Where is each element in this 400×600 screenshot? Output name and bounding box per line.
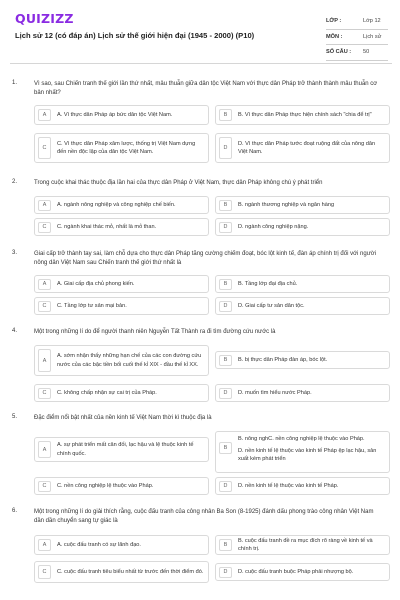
option-text: D. ngành công nghiệp nặng. [238, 223, 309, 230]
option-text: B. Vì thực dân Pháp thực hiện chính sách "chia để trị" [238, 111, 372, 118]
option-a[interactable] [34, 535, 209, 555]
option-text: D. Giai cấp tư sản dân tộc. [238, 302, 305, 309]
option-letter: A [38, 109, 51, 121]
option-letter: B [219, 200, 232, 211]
option-letter: B [219, 442, 232, 454]
option-c[interactable] [34, 133, 209, 163]
option-c[interactable] [34, 561, 209, 583]
meta-row-subject [326, 30, 388, 46]
option-d[interactable] [215, 297, 390, 315]
option-letter: D [219, 301, 232, 312]
option-a[interactable] [34, 196, 209, 214]
question-text: Một trong những lí do để người thanh niên Nguyễn Tất Thành ra đi tìm đường cứu nước là [34, 329, 276, 335]
option-text-line: B. nông nghC. nền công nghiệp lệ thuộc vào Pháp. [238, 436, 365, 442]
option-text: A. sự phát triển mất cân đối, lạc hậu và lệ thuộc kinh tế chính quốc. [57, 442, 194, 457]
option-text: C. Tầng lớp tư sản mại bản. [57, 302, 127, 309]
question-text: Một trong những lí do giải thích rằng, cuộc đấu tranh của công nhân Ba Son (8-1925) đánh dấu phong trào công nhân Việt Nam dần dần chuyển sang tự giác là [34, 509, 374, 525]
option-letter: C [38, 481, 51, 492]
option-text: C. ngành khai thác mỏ, nhất là mỏ than. [57, 223, 157, 230]
question-text: Đặc điểm nổi bật nhất của nền kinh tế Việt Nam thời kì thuộc địa là [34, 415, 212, 421]
option-letter: C [38, 222, 51, 233]
option-c[interactable] [34, 218, 209, 236]
meta-row-class [326, 14, 388, 30]
question-text: Giai cấp trở thành tay sai, làm chỗ dựa cho thực dân Pháp tăng cường chiếm đoạt, bóc lột kinh tế, đàn áp chính trị đối với người nông dân Việt Nam sau Chiến tranh thế giới thứ nhất là [34, 251, 376, 267]
option-a[interactable] [34, 345, 209, 376]
option-b[interactable] [215, 105, 390, 125]
meta-label: MÔN : [326, 33, 343, 40]
option-letter: B [219, 539, 232, 551]
option-b[interactable] [215, 535, 390, 555]
option-text: C. nền công nghiệp lệ thuộc vào Pháp. [57, 482, 154, 489]
option-text: A. Giai cấp địa chủ phong kiến. [57, 280, 135, 287]
option-letter: C [38, 388, 51, 399]
option-letter: B [219, 109, 232, 121]
question-number: 6. [12, 508, 18, 514]
option-d[interactable] [215, 218, 390, 236]
option-text: C. không chấp nhận sự cai trị của Pháp. [57, 389, 157, 396]
question-number: 3. [12, 250, 18, 256]
option-text: A. cuộc đấu tranh có sự lãnh đạo. [57, 541, 141, 548]
option-letter: D [219, 137, 232, 159]
page-title: Lịch sử 12 (có đáp án) Lịch sử thế giới hiện đại (1945 - 2000) (P10) [15, 31, 255, 40]
meta-value: Lớp 12 [363, 18, 381, 25]
option-text: B. Tầng lớp đại địa chủ. [238, 280, 298, 287]
meta-value: Lịch sử [363, 33, 382, 40]
option-letter: D [219, 222, 232, 233]
header-divider [10, 63, 392, 64]
option-c[interactable] [34, 297, 209, 315]
option-text: B. ngành thương nghiệp và ngân hàng [238, 201, 335, 208]
option-b[interactable] [215, 351, 390, 369]
option-letter: A [38, 441, 51, 458]
option-text: A. ngành nông nghiệp và công nghiệp chế biến. [57, 201, 176, 208]
quizizz-logo: QUIZIZZ [15, 11, 74, 26]
option-letter: A [38, 539, 51, 551]
option-text: A. sớm nhận thấy những hạn chế của các con đường cứu nước của các bậc tiền bối cuối thế kỉ XIX - đầu thế kỉ XX. [57, 353, 202, 368]
option-letter: C [38, 137, 51, 159]
option-a[interactable] [34, 437, 209, 462]
question-number: 1. [12, 80, 18, 86]
option-b[interactable] [215, 196, 390, 214]
option-text: C. cuộc đấu tranh tiêu biểu nhất từ trước đến thời điểm đó. [57, 568, 204, 575]
option-d[interactable] [215, 133, 390, 163]
meta-row-count [326, 45, 388, 61]
question-number: 5. [12, 414, 18, 420]
meta-label: SỐ CÂU : [326, 49, 352, 56]
question-number: 2. [12, 179, 18, 185]
option-d[interactable] [215, 477, 390, 495]
option-letter: C [38, 565, 51, 579]
option-text: B. cuộc đấu tranh đề ra mục đích rõ ràng về kinh tế và chính trị. [238, 537, 373, 552]
question-text: Vì sao, sau Chiến tranh thế giới lần thứ nhất, mâu thuẫn giữa dân tộc Việt Nam với thực dân Pháp trở thành thành mâu thuẫn cơ bản nhất? [34, 81, 378, 97]
option-text: D. nền kinh tế lệ thuộc vào kinh tế Pháp. [238, 482, 339, 489]
option-letter: C [38, 301, 51, 312]
question-number: 4. [12, 328, 18, 334]
option-b[interactable] [215, 431, 390, 473]
option-d[interactable] [215, 563, 390, 581]
option-d[interactable] [215, 384, 390, 402]
option-letter: B [219, 279, 232, 290]
option-letter: B [219, 355, 232, 366]
option-text: D. cuộc đấu tranh buộc Pháp phải nhượng bộ. [238, 568, 354, 575]
meta-value: 50 [363, 49, 370, 56]
option-letter: D [219, 388, 232, 399]
option-text: B. bị thực dân Pháp đàn áp, bóc lột. [238, 356, 328, 363]
option-c[interactable] [34, 384, 209, 402]
option-letter: A [38, 200, 51, 211]
option-text-line: D. nền kinh tế lệ thuộc vào kinh tế Pháp ệp lạc hậu, sản xuất kém phát triển [238, 448, 377, 463]
option-text: A. Vì thực dân Pháp áp bức dân tộc Việt Nam. [57, 111, 173, 118]
option-text [232, 432, 389, 464]
question-text: Trong cuộc khai thác thuộc địa lần hai của thực dân Pháp ở Việt Nam, thực dân Pháp không chú ý phát triển [34, 180, 323, 186]
option-b[interactable] [215, 275, 390, 293]
option-a[interactable] [34, 275, 209, 293]
option-letter: D [219, 481, 232, 492]
option-letter: D [219, 567, 232, 578]
meta-info [326, 14, 388, 61]
option-a[interactable] [34, 105, 209, 125]
option-text: C. Vì thực dân Pháp xâm lược, thống trị Việt Nam dựng đến nền độc lập của dân tộc Việt Nam. [57, 140, 196, 155]
option-letter: A [38, 279, 51, 290]
option-c[interactable] [34, 477, 209, 495]
option-text: D. Vì thực dân Pháp tước đoạt ruộng đất của nông dân Việt Nam. [238, 140, 376, 155]
meta-label: LỚP : [326, 18, 342, 25]
option-letter: A [38, 349, 51, 372]
option-text: D. muốn tìm hiểu nước Pháp. [238, 389, 312, 396]
